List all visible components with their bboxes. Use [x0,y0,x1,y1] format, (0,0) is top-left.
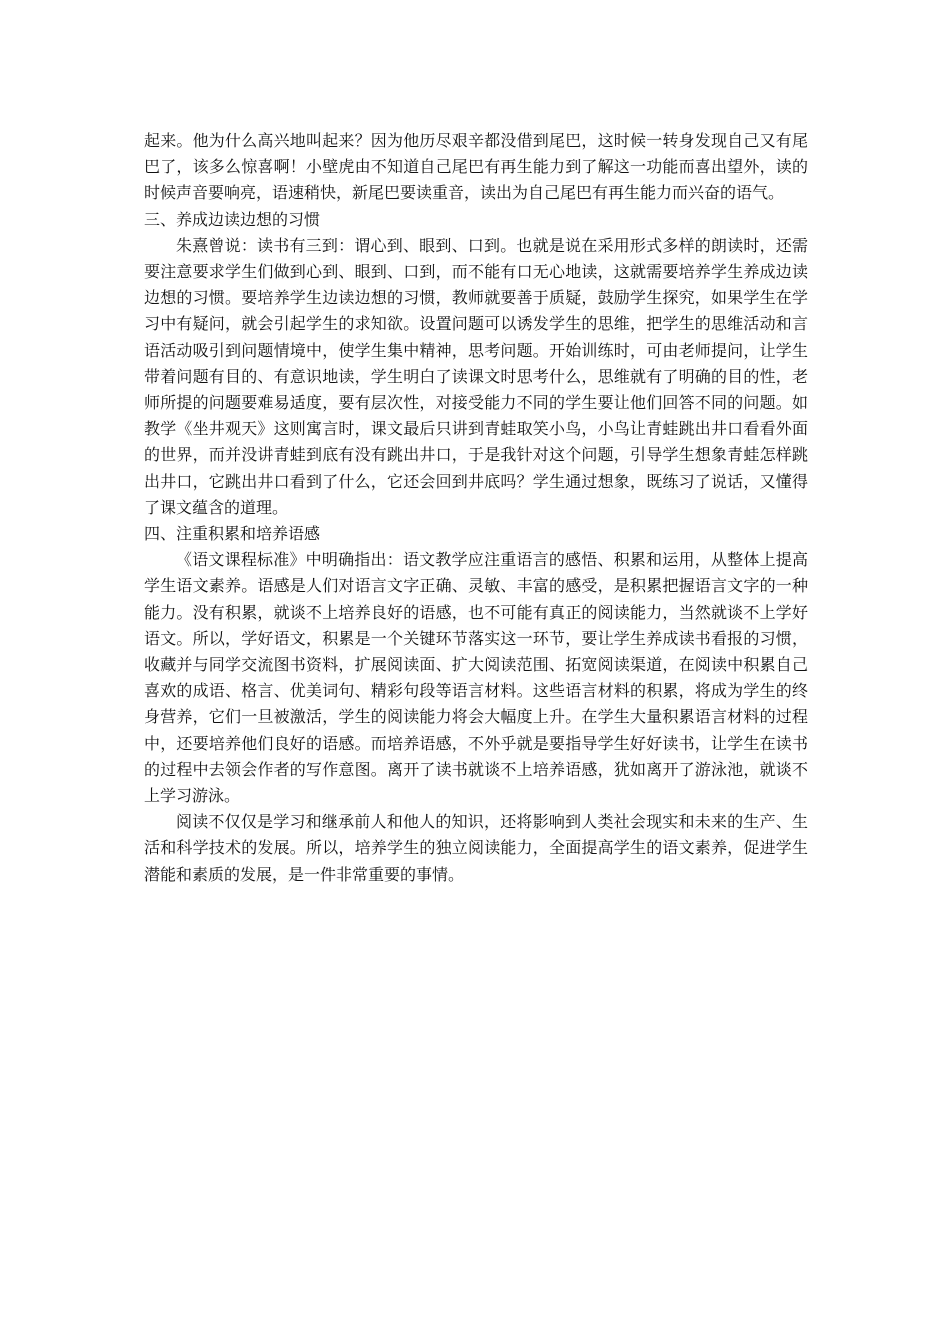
paragraph-conclusion: 阅读不仅仅是学习和继承前人和他人的知识，还将影响到人类社会现实和未来的生产、生活和科学技术的发展。所以，培养学生的独立阅读能力，全面提高学生的语文素养，促进学生潜能和素质的发展，是一件非常重要的事情。 [144,812,808,884]
section-heading-4: 四、注重积累和培养语感 [144,524,321,544]
document-body [144,128,808,888]
paragraph-continued: 起来。他为什么高兴地叫起来？因为他历尽艰辛都没借到尾巴，这时候一转身发现自己又有尾巴了，该多么惊喜啊！小壁虎由不知道自己尾巴有再生能力到了解这一功能而喜出望外，读的时候声音要响亮，语速稍快，新尾巴要读重音，读出为自己尾巴有再生能力而兴奋的语气。 [144,131,808,203]
paragraph-accumulation-language-sense: 《语文课程标准》中明确指出：语文教学应注重语言的感悟、积累和运用，从整体上提高学生语文素养。语感是人们对语言文字正确、灵敏、丰富的感受，是积累把握语言文字的一种能力。没有积累，就谈不上培养良好的语感，也不可能有真正的阅读能力，当然就谈不上学好语文。所以，学好语文，积累是一个关键环节落实这一环节，要让学生养成读书看报的习惯，收藏并与同学交流图书资料，扩展阅读面、扩大阅读范围、拓宽阅读渠道，在阅读中积累自己喜欢的成语、格言、优美词句、精彩句段等语言材料。这些语言材料的积累，将成为学生的终身营养，它们一旦被激活，学生的阅读能力将会大幅度上升。在学生大量积累语言材料的过程中，还要培养他们良好的语感。而培养语感，不外乎就是要指导学生好好读书，让学生在读书的过程中去领会作者的写作意图。离开了读书就谈不上培养语感，犹如离开了游泳池，就谈不上学习游泳。 [144,550,808,806]
paragraph-reading-thinking: 朱熹曾说：读书有三到：谓心到、眼到、口到。也就是说在采用形式多样的朗读时，还需要注意要求学生们做到心到、眼到、口到，而不能有口无心地读，这就需要培养学生养成边读边想的习惯。要培养学生边读边想的习惯，教师就要善于质疑，鼓励学生探究，如果学生在学习中有疑问，就会引起学生的求知欲。设置问题可以诱发学生的思维，把学生的思维活动和言语活动吸引到问题情境中，使学生集中精神，思考问题。开始训练时，可由老师提问，让学生带着问题有目的、有意识地读，学生明白了读课文时思考什么，思维就有了明确的目的性，老师所提的问题要难易适度，要有层次性，对接受能力不同的学生要让他们回答不同的问题。如教学《坐井观天》这则寓言时，课文最后只讲到青蛙取笑小鸟，小鸟让青蛙跳出井口看看外面的世界，而并没讲青蛙到底有没有跳出井口，于是我针对这个问题，引导学生想象青蛙怎样跳出井口，它跳出井口看到了什么，它还会回到井底吗？学生通过想象，既练习了说话，又懂得了课文蕴含的道理。 [144,235,808,517]
section-heading-3: 三、养成边读边想的习惯 [144,209,321,229]
